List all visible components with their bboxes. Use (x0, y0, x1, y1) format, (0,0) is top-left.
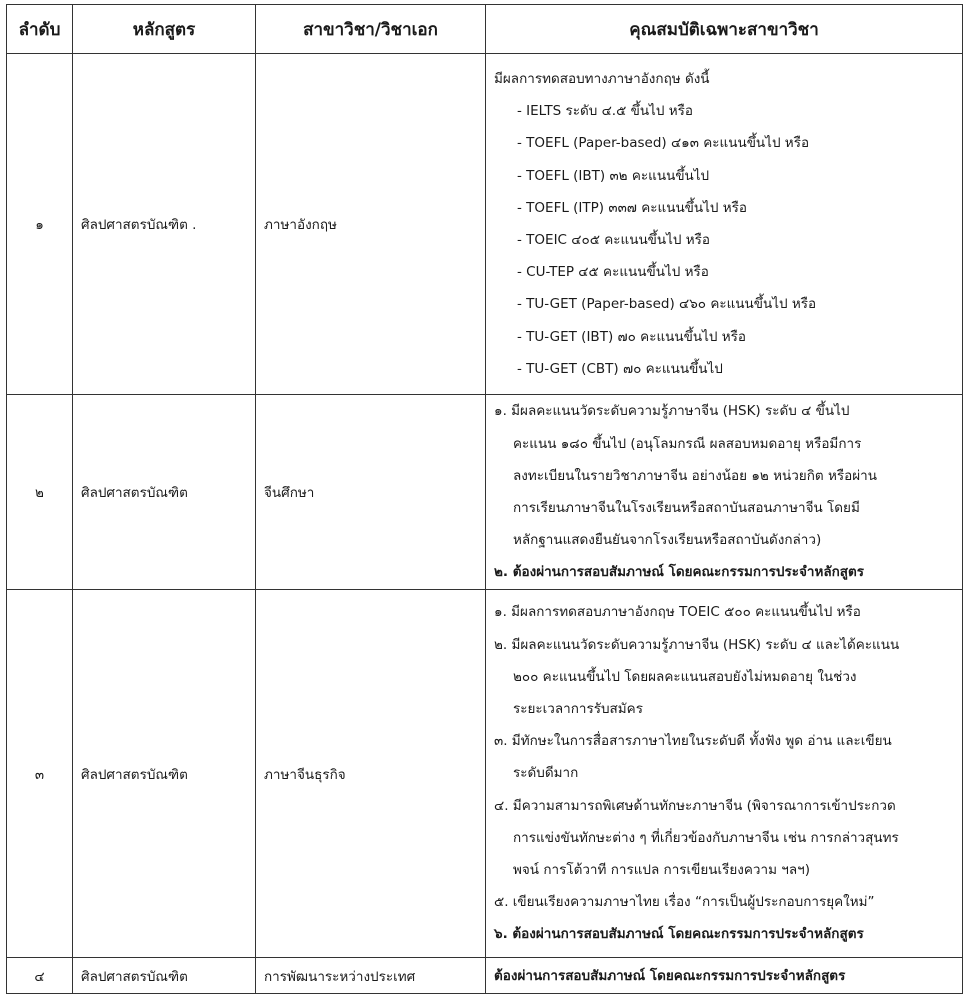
major-cell: ภาษาอังกฤษ (256, 54, 486, 395)
qualification-line: ๒. มีผลคะแนนวัดระดับความรู้ภาษาจีน (HSK) ระดับ ๔ และได้คะแนน (494, 636, 900, 653)
qualification-line: ๑. มีผลคะแนนวัดระดับความรู้ภาษาจีน (HSK) ระดับ ๔ ขึ้นไป (494, 403, 850, 420)
qualification-line: ๕. เขียนเรียงความภาษาไทย เรื่อง “การเป็นผู้ประกอบการยุคใหม่” (494, 894, 875, 911)
row-number: ๒ (7, 395, 73, 590)
qualification-line: ลงทะเบียนในรายวิชาภาษาจีน อย่างน้อย ๑๒ หน่วยกิต หรือผ่าน (513, 467, 877, 484)
qualifications-cell (486, 54, 963, 395)
qualification-line: หลักฐานแสดงยืนยันจากโรงเรียนหรือสถาบันดังกล่าว) (513, 532, 822, 549)
qualifications-cell (486, 958, 963, 994)
header-qualifications: คุณสมบัติเฉพาะสาขาวิชา (486, 5, 963, 54)
program-cell: ศิลปศาสตรบัณฑิต (73, 395, 256, 590)
qualification-line: ๓. มีทักษะในการสื่อสารภาษาไทยในระดับดี ทั้งฟัง พูด อ่าน และเขียน (494, 733, 892, 750)
table-row (7, 395, 963, 590)
qualification-line: - CU-TEP ๔๕ คะแนนขึ้นไป หรือ (517, 264, 709, 281)
header-program: หลักสูตร (73, 5, 256, 54)
qualification-line: - TOEFL (Paper-based) ๔๑๓ คะแนนขึ้นไป หรือ (517, 135, 810, 152)
qualification-line: ๒๐๐ คะแนนขึ้นไป โดยผลคะแนนสอบยังไม่หมดอายุ ในช่วง (513, 668, 857, 685)
qualification-line: - TU-GET (IBT) ๗๐ คะแนนขึ้นไป หรือ (517, 328, 746, 345)
qualification-line: ต้องผ่านการสอบสัมภาษณ์ โดยคณะกรรมการประจำหลักสูตร (494, 967, 846, 984)
header-row (7, 5, 963, 54)
row-number: ๓ (7, 590, 73, 958)
qualifications-table (6, 4, 963, 994)
header-major: สาขาวิชา/วิชาเอก (256, 5, 486, 54)
major-cell: จีนศึกษา (256, 395, 486, 590)
qualification-line: ๒. ต้องผ่านการสอบสัมภาษณ์ โดยคณะกรรมการประจำหลักสูตร (494, 564, 865, 581)
row-number: ๑ (7, 54, 73, 395)
program-cell: ศิลปศาสตรบัณฑิต (73, 958, 256, 994)
qualification-line: ระยะเวลาการรับสมัคร (513, 700, 643, 717)
qualification-line: ระดับดีมาก (513, 765, 579, 782)
qualification-line: พจน์ การโต้วาที การแปล การเขียนเรียงความ ฯลฯ) (513, 862, 810, 878)
qualification-line: - TOEFL (IBT) ๓๒ คะแนนขึ้นไป (517, 167, 710, 184)
qualification-line: - TU-GET (Paper-based) ๔๖๐ คะแนนขึ้นไป หรือ (517, 296, 817, 313)
qualification-line: - TU-GET (CBT) ๗๐ คะแนนขึ้นไป (517, 360, 723, 377)
program-cell: ศิลปศาสตรบัณฑิต . (73, 54, 256, 395)
table-row (7, 54, 963, 395)
qualification-line: มีผลการทดสอบทางภาษาอังกฤษ ดังนี้ (494, 70, 710, 87)
qualification-line: คะแนน ๑๘๐ ขึ้นไป (อนุโลมกรณี ผลสอบหมดอายุ หรือมีการ (513, 435, 862, 452)
qualification-line: ๖. ต้องผ่านการสอบสัมภาษณ์ โดยคณะกรรมการประจำหลักสูตร (494, 926, 864, 943)
major-cell: ภาษาจีนธุรกิจ (256, 590, 486, 958)
qualification-line: ๔. มีความสามารถพิเศษด้านทักษะภาษาจีน (พิจารณาการเข้าประกวด (494, 797, 896, 814)
qualifications-cell (486, 590, 963, 958)
qualification-line: การเรียนภาษาจีนในโรงเรียนหรือสถาบันสอนภาษาจีน โดยมี (513, 500, 860, 516)
table-row (7, 958, 963, 994)
qualification-line: - TOEFL (ITP) ๓๓๗ คะแนนขึ้นไป หรือ (517, 199, 748, 216)
program-cell: ศิลปศาสตรบัณฑิต (73, 590, 256, 958)
major-cell: การพัฒนาระหว่างประเทศ (256, 958, 486, 994)
header-no: ลำดับ (7, 5, 73, 54)
row-number: ๔ (7, 958, 73, 994)
qualifications-cell (486, 395, 963, 590)
qualification-line: - IELTS ระดับ ๔.๕ ขึ้นไป หรือ (517, 103, 693, 120)
qualification-line: การแข่งขันทักษะต่าง ๆ ที่เกี่ยวข้องกับภาษาจีน เช่น การกล่าวสุนทร (513, 829, 899, 846)
qualification-line: ๑. มีผลการทดสอบภาษาอังกฤษ TOEIC ๕๐๐ คะแนนขึ้นไป หรือ (494, 604, 861, 621)
table-row (7, 590, 963, 958)
qualification-line: - TOEIC ๔๐๕ คะแนนขึ้นไป หรือ (517, 232, 711, 248)
